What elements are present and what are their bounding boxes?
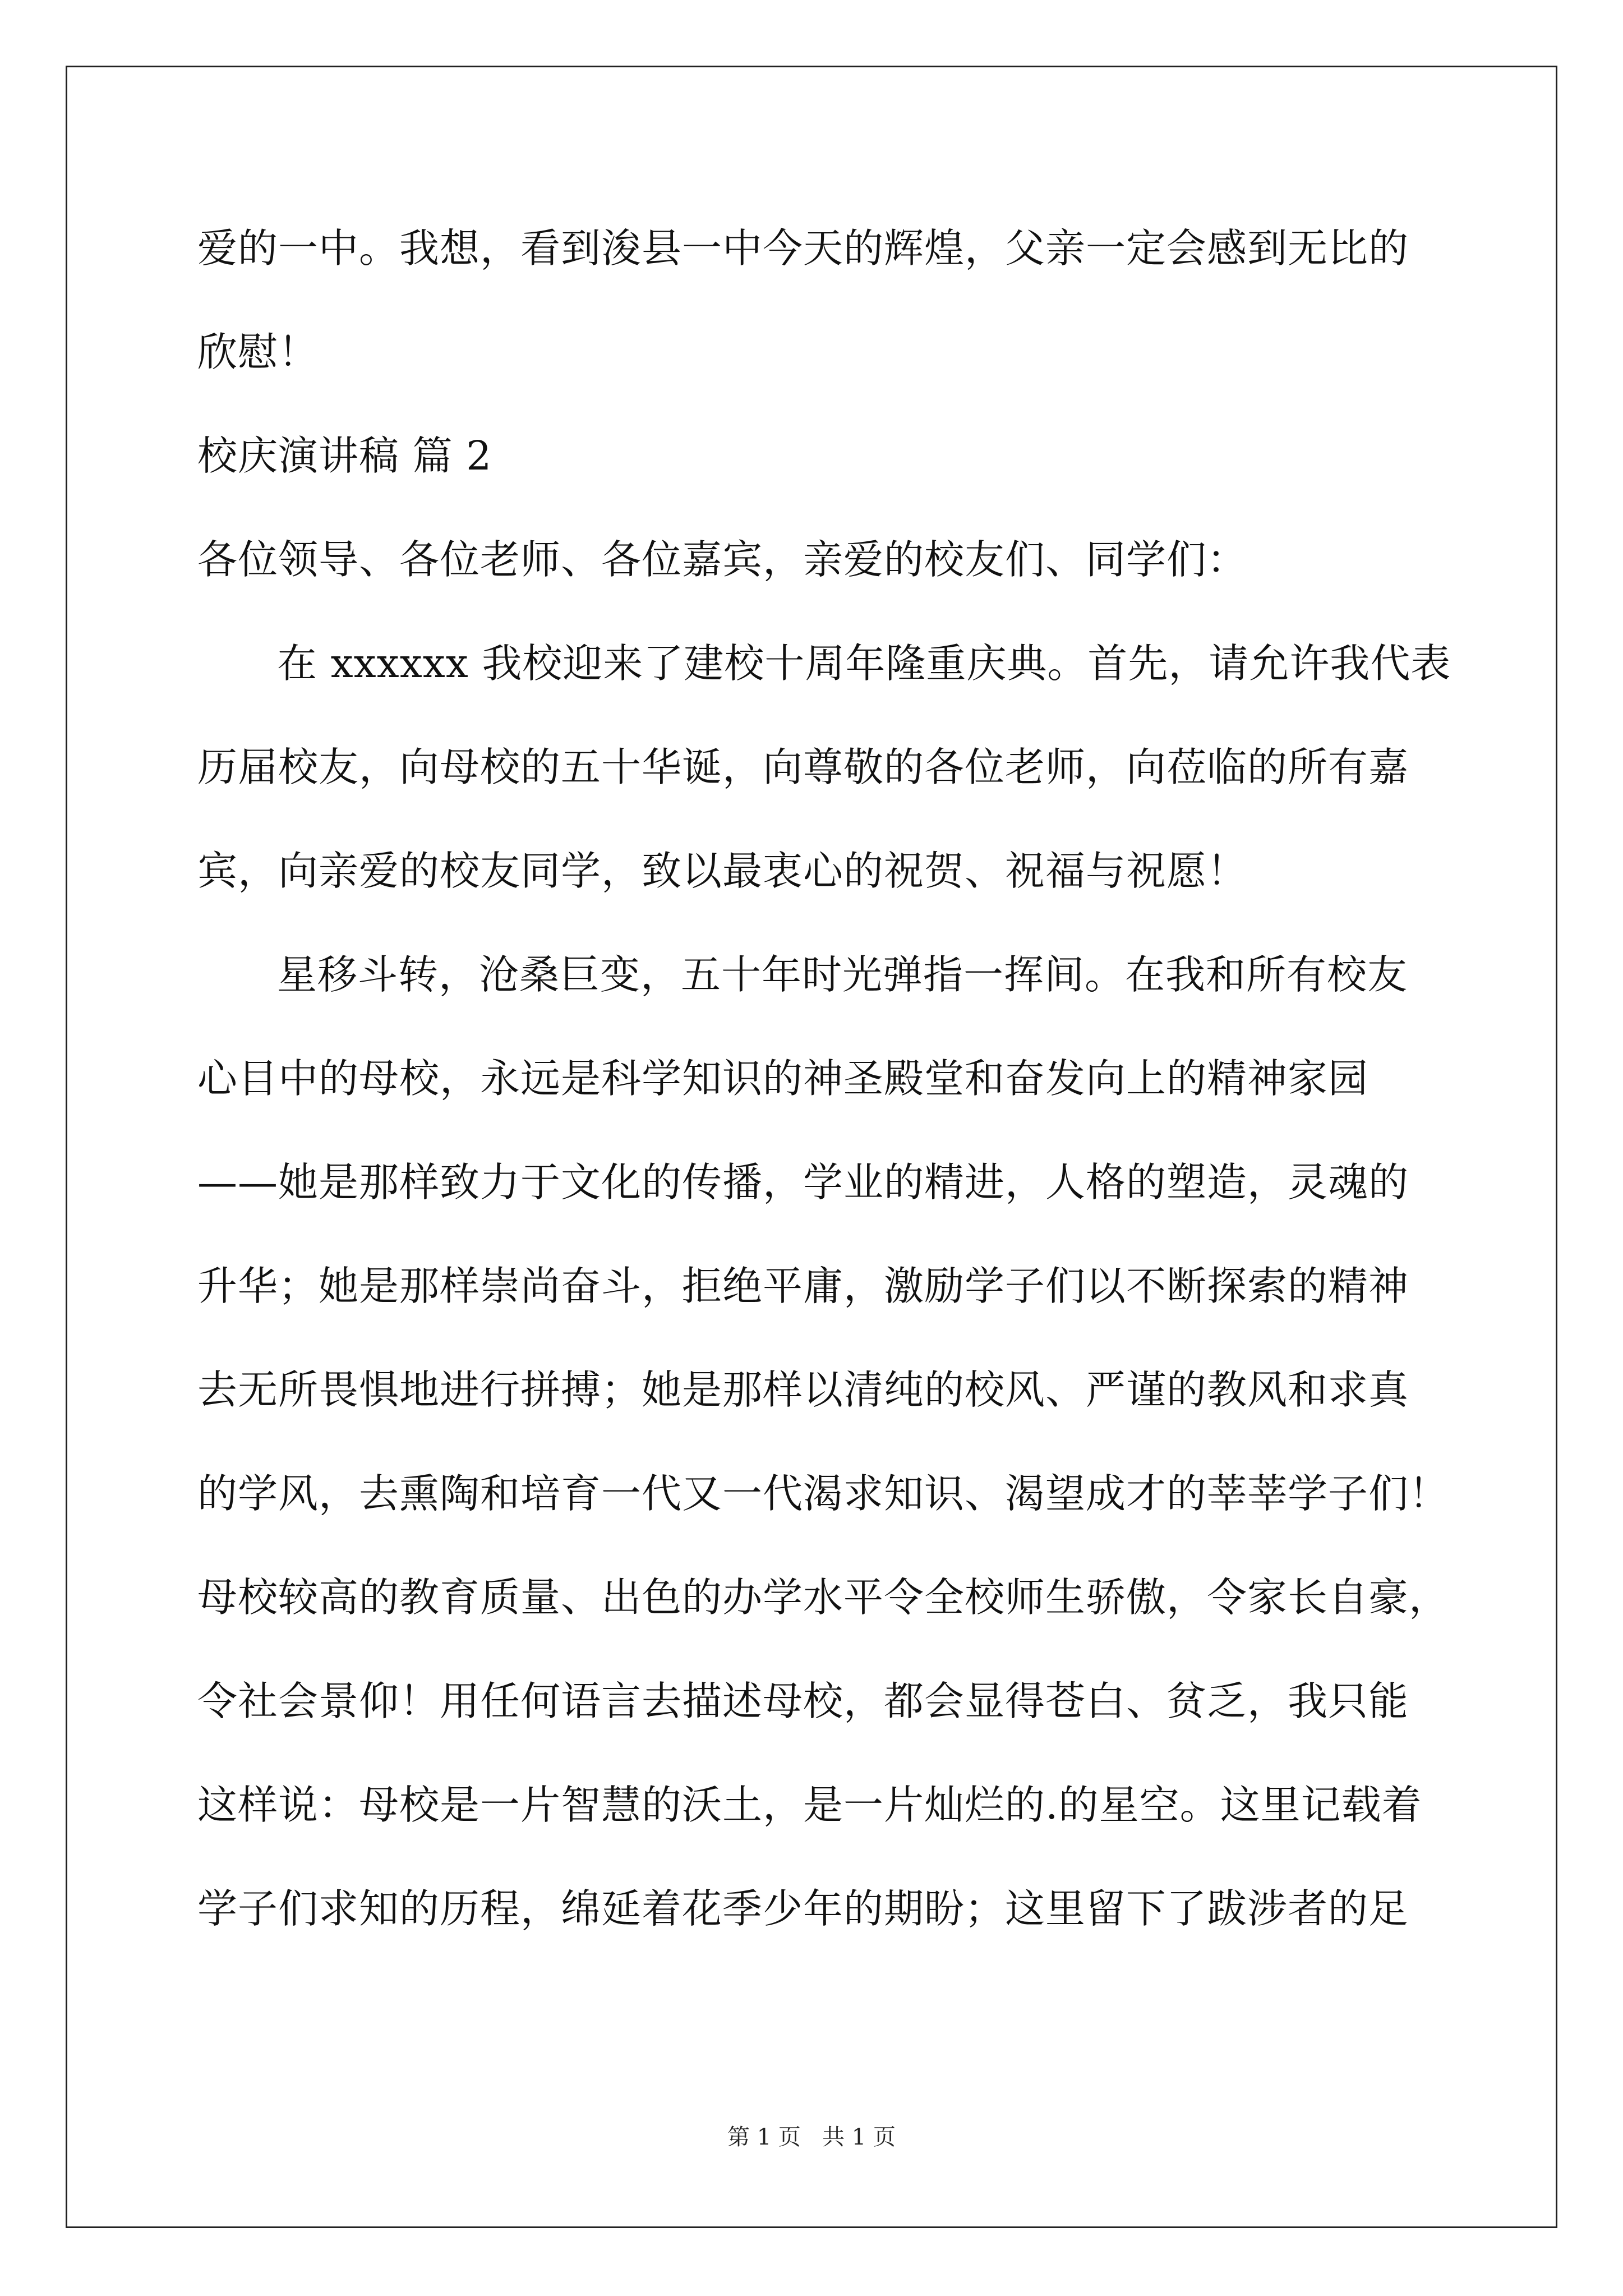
text-line: 升华；她是那样崇尚奋斗，拒绝平庸，激励学子们以不断探索的精神 xyxy=(197,1263,1409,1309)
text-line: 去无所畏惧地进行拼搏；她是那样以清纯的校风、严谨的教风和求真 xyxy=(197,1366,1409,1413)
text-line: 爱的一中。我想，看到浚县一中今天的辉煌，父亲一定会感到无比的 xyxy=(197,225,1409,272)
text-line: 这样说：母校是一片智慧的沃土，是一片灿烂的.的星空。这里记载着 xyxy=(197,1782,1422,1828)
text-line: 母校较高的教育质量、出色的办学水平令全校师生骄傲，令家长自豪， xyxy=(197,1574,1450,1621)
paragraph-first-line: 星移斗转，沧桑巨变，五十年时光弹指一挥间。在我和所有校友 xyxy=(277,951,1408,998)
text-line: 宾，向亲爱的校友同学，致以最衷心的祝贺、祝福与祝愿！ xyxy=(197,848,1248,894)
text-line: 历届校友，向母校的五十华诞，向尊敬的各位老师，向莅临的所有嘉 xyxy=(197,744,1409,790)
document-body xyxy=(197,213,1451,1977)
text-line: 学子们求知的历程，绵延着花季少年的期盼；这里留下了跋涉者的足 xyxy=(197,1885,1409,1932)
section-heading: 校庆演讲稿 篇 2 xyxy=(197,432,492,479)
text-line: 心目中的母校，永远是科学知识的神圣殿堂和奋发向上的精神家园 xyxy=(197,1055,1369,1102)
text-line: 令社会景仰！用任何语言去描述母校，都会显得苍白、贫乏，我只能 xyxy=(197,1678,1409,1724)
text-line: 的学风，去熏陶和培育一代又一代渴求知识、渴望成才的莘莘学子们！ xyxy=(197,1470,1450,1517)
paragraph-first-line: 在 xxxxxx 我校迎来了建校十周年隆重庆典。首先，请允许我代表 xyxy=(277,640,1451,687)
text-line: 欣慰！ xyxy=(197,329,319,375)
text-line: ——她是那样致力于文化的传播，学业的精进，人格的塑造，灵魂的 xyxy=(197,1159,1409,1205)
salutation-line: 各位领导、各位老师、各位嘉宾，亲爱的校友们、同学们： xyxy=(197,536,1248,583)
page-footer: 第 1 页 共 1 页 xyxy=(727,2124,896,2150)
